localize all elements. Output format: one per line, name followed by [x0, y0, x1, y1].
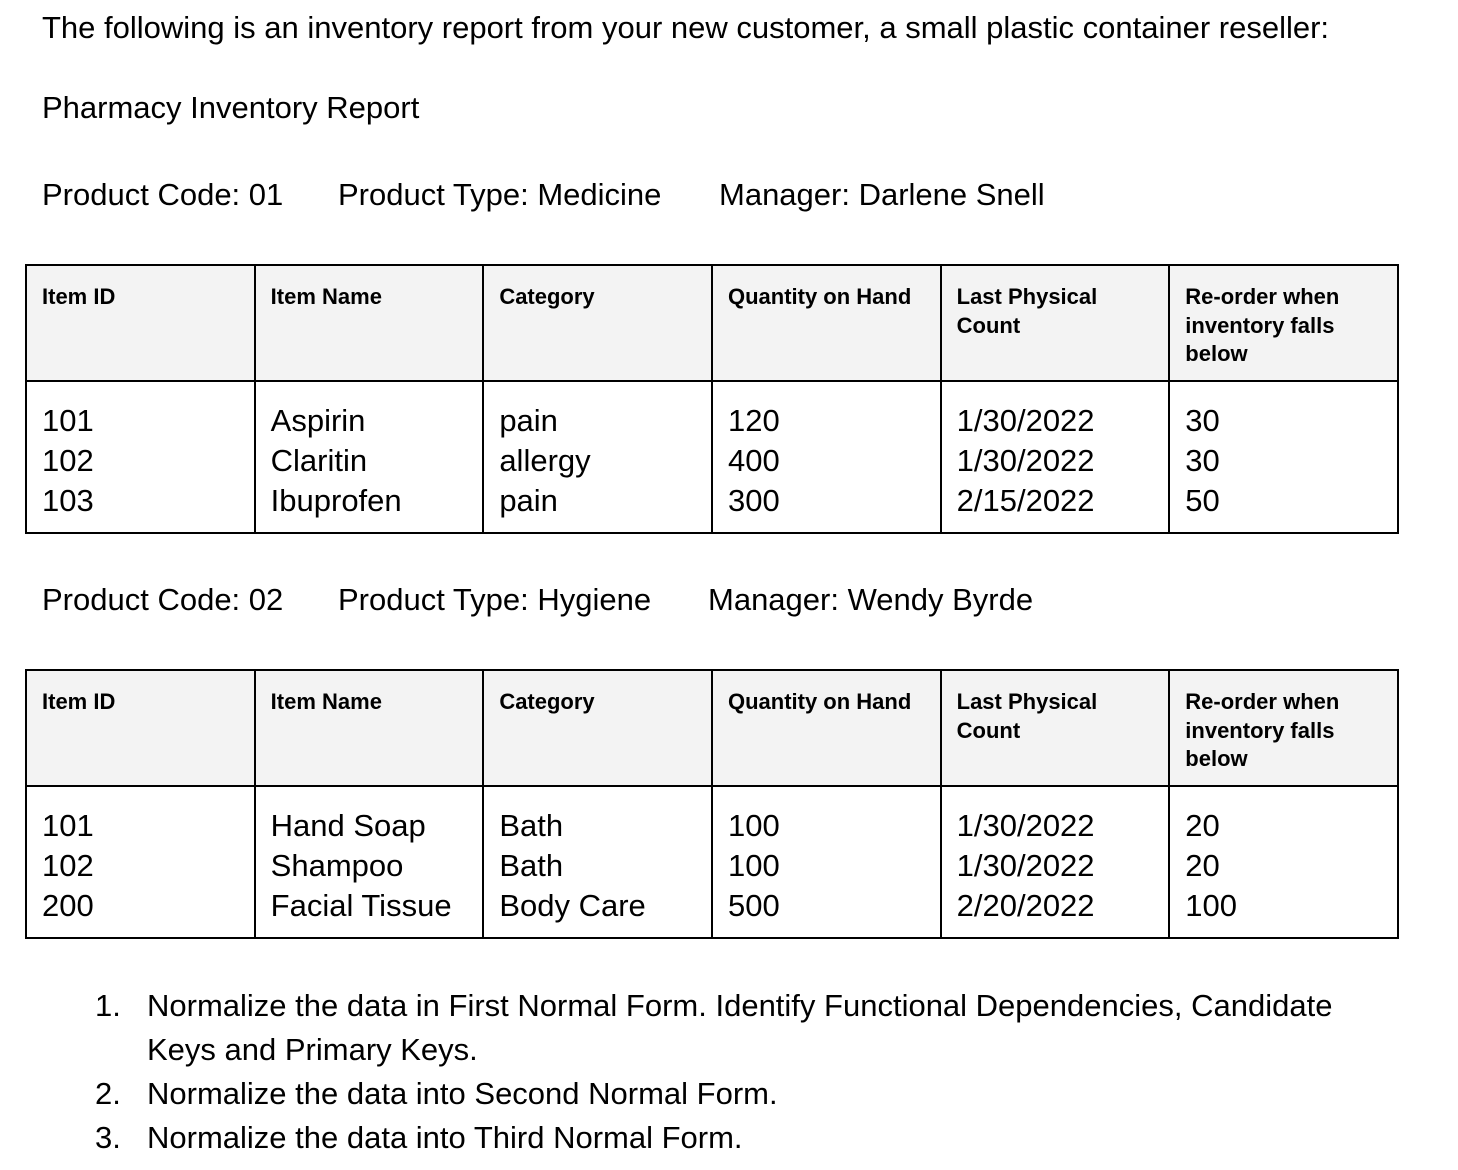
column-header-item-id: Item ID — [26, 670, 255, 786]
cell-value: Claritin — [270, 443, 368, 478]
column-header-item-name: Item Name — [255, 265, 484, 381]
category-cell — [483, 786, 712, 938]
column-header-item-id: Item ID — [26, 265, 255, 381]
cell-value: Bath — [499, 848, 564, 883]
item-name-cell — [255, 381, 484, 533]
cell-value: Aspirin — [270, 403, 366, 438]
category-cell — [483, 381, 712, 533]
table-data-row — [26, 381, 1398, 533]
cell-value: Body Care — [499, 888, 646, 923]
item-id-cell — [26, 786, 255, 938]
section-1-product-type: Product Type: Medicine — [338, 177, 662, 212]
cell-value: Bath — [499, 808, 564, 843]
cell-value: 103 — [42, 483, 94, 518]
cell-value: 30 — [1185, 443, 1220, 478]
cell-value: 2/15/2022 — [956, 483, 1095, 518]
cell-value: 101 — [42, 808, 94, 843]
item-id-cell — [26, 381, 255, 533]
cell-value: 1/30/2022 — [956, 443, 1095, 478]
table-data-row — [26, 786, 1398, 938]
inventory-table-medicine — [25, 264, 1399, 534]
cell-value: 102 — [42, 848, 94, 883]
cell-value: pain — [499, 483, 558, 518]
cell-value: 1/30/2022 — [956, 403, 1095, 438]
last-count-cell — [941, 786, 1170, 938]
question-text: Normalize the data into Second Normal Form. — [147, 1076, 778, 1111]
cell-value: pain — [499, 403, 558, 438]
section-2-product-type: Product Type: Hygiene — [338, 582, 652, 617]
quantity-cell — [712, 381, 941, 533]
cell-value: 300 — [727, 483, 780, 518]
section-2-manager: Manager: Wendy Byrde — [708, 582, 1034, 617]
column-header-last-count: Last Physical Count — [941, 670, 1170, 786]
cell-value: 20 — [1185, 808, 1220, 843]
inventory-table-hygiene — [25, 669, 1399, 939]
intro-text: The following is an inventory report from your new customer, a small plastic container reseller: — [42, 10, 1330, 45]
reorder-cell — [1169, 786, 1398, 938]
cell-value: 102 — [42, 443, 94, 478]
cell-value: 100 — [727, 848, 780, 883]
column-header-quantity: Quantity on Hand — [712, 265, 941, 381]
cell-value: 100 — [727, 808, 780, 843]
last-count-cell — [941, 381, 1170, 533]
question-item — [95, 1116, 1395, 1160]
table-header-row — [26, 265, 1398, 381]
column-header-category: Category — [483, 265, 712, 381]
cell-value: 101 — [42, 403, 94, 438]
cell-value: Hand Soap — [270, 808, 426, 843]
cell-value: 20 — [1185, 848, 1220, 883]
section-2-product-code: Product Code: 02 — [42, 582, 284, 617]
cell-value: 400 — [727, 443, 780, 478]
cell-value: Ibuprofen — [270, 483, 402, 518]
cell-value: 200 — [42, 888, 94, 923]
column-header-last-count: Last Physical Count — [941, 265, 1170, 381]
quantity-cell — [712, 786, 941, 938]
question-number: 1. — [95, 988, 121, 1023]
question-number: 3. — [95, 1120, 121, 1155]
question-item — [95, 984, 1395, 1072]
cell-value: 1/30/2022 — [956, 808, 1095, 843]
question-text: Normalize the data in First Normal Form. Identify Functional Dependencies, Candidate Keys and Primary Keys. — [147, 988, 1333, 1067]
reorder-cell — [1169, 381, 1398, 533]
cell-value: 500 — [727, 888, 780, 923]
column-header-category: Category — [483, 670, 712, 786]
cell-value: 2/20/2022 — [956, 888, 1095, 923]
cell-value: 50 — [1185, 483, 1220, 518]
cell-value: 30 — [1185, 403, 1220, 438]
item-name-cell — [255, 786, 484, 938]
section-1-product-code: Product Code: 01 — [42, 177, 284, 212]
question-item — [95, 1072, 1395, 1116]
question-text: Normalize the data into Third Normal Form. — [147, 1120, 743, 1155]
column-header-reorder: Re-order when inventory falls below — [1169, 670, 1398, 786]
section-1-manager: Manager: Darlene Snell — [719, 177, 1045, 212]
column-header-reorder: Re-order when inventory falls below — [1169, 265, 1398, 381]
question-list — [95, 984, 1395, 1160]
cell-value: 100 — [1185, 888, 1238, 923]
table-header-row — [26, 670, 1398, 786]
cell-value: Shampoo — [270, 848, 404, 883]
cell-value: 120 — [727, 403, 780, 438]
column-header-quantity: Quantity on Hand — [712, 670, 941, 786]
cell-value: allergy — [499, 443, 591, 478]
column-header-item-name: Item Name — [255, 670, 484, 786]
question-number: 2. — [95, 1076, 121, 1111]
report-title: Pharmacy Inventory Report — [42, 90, 420, 125]
cell-value: 1/30/2022 — [956, 848, 1095, 883]
cell-value: Facial Tissue — [270, 888, 452, 923]
